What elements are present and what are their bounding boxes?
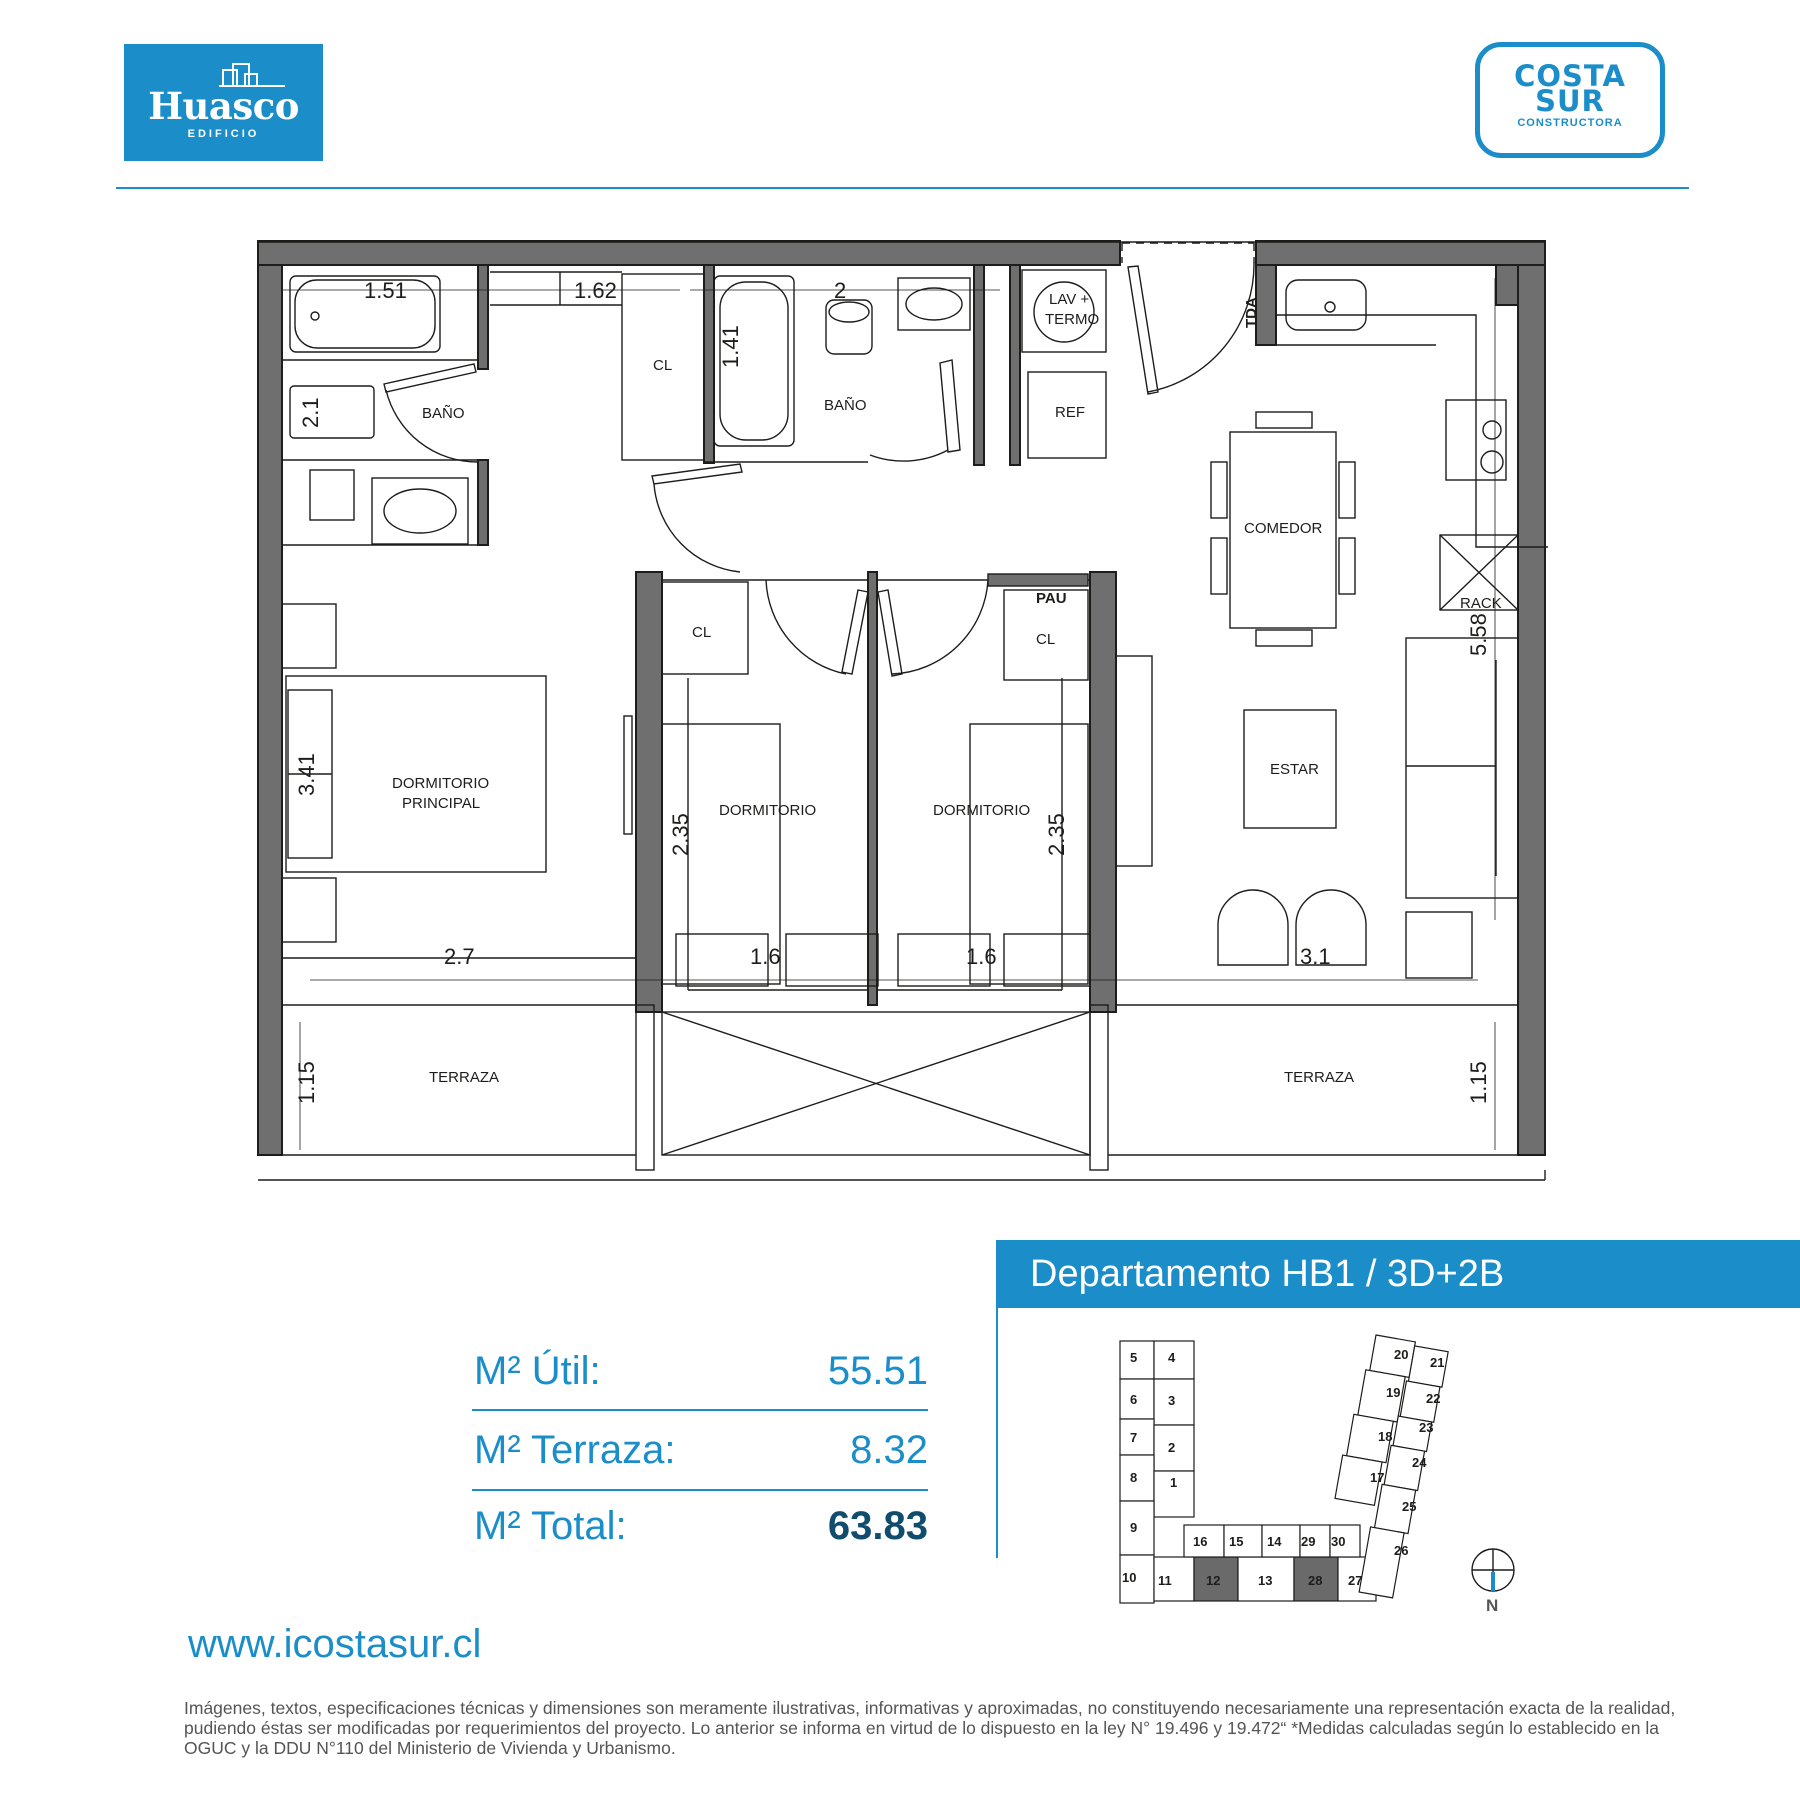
area-divider-1 bbox=[472, 1409, 928, 1411]
area-value-total: 63.83 bbox=[827, 1504, 928, 1548]
area-row-total bbox=[472, 1490, 928, 1568]
key-unit-9: 9 bbox=[1130, 1520, 1138, 1535]
key-unit-27: 27 bbox=[1348, 1573, 1363, 1588]
area-label-terraza: M² Terraza: bbox=[474, 1428, 676, 1472]
dim-1-6-b: 1.6 bbox=[966, 944, 997, 969]
website-link[interactable]: www.icostasur.cl bbox=[188, 1622, 482, 1666]
room-label-lav-line2: TERMO bbox=[1045, 311, 1100, 328]
key-unit-15: 15 bbox=[1229, 1534, 1244, 1549]
key-unit-10: 10 bbox=[1122, 1570, 1137, 1585]
dim-1-15-a: 1.15 bbox=[294, 1061, 319, 1104]
dim-1-62: 1.62 bbox=[574, 278, 617, 303]
unit-20 bbox=[1370, 1335, 1416, 1377]
room-label-cl3: CL bbox=[1036, 631, 1056, 648]
key-unit-21: 21 bbox=[1430, 1355, 1445, 1370]
key-unit-13: 13 bbox=[1258, 1573, 1273, 1588]
key-unit-6: 6 bbox=[1130, 1392, 1138, 1407]
costa-sur-logo-line2: SUR bbox=[1535, 84, 1605, 118]
key-unit-8: 8 bbox=[1130, 1470, 1138, 1485]
huasco-logo-name: Huasco bbox=[148, 84, 299, 128]
area-value-util: 55.51 bbox=[827, 1349, 928, 1393]
key-unit-18: 18 bbox=[1378, 1429, 1393, 1444]
room-label-estar: ESTAR bbox=[1270, 761, 1319, 778]
key-unit-19: 19 bbox=[1386, 1385, 1401, 1400]
dim-2-35-a: 2.35 bbox=[668, 813, 693, 856]
room-label-bano1: BAÑO bbox=[422, 405, 465, 422]
key-unit-23: 23 bbox=[1419, 1420, 1434, 1435]
dim-3-41: 3.41 bbox=[294, 753, 319, 796]
plan-lines bbox=[258, 242, 1548, 1180]
key-unit-20: 20 bbox=[1394, 1347, 1409, 1362]
area-label-total: M² Total: bbox=[474, 1504, 627, 1548]
area-row-terraza bbox=[472, 1414, 928, 1492]
room-label-bano2: BAÑO bbox=[824, 397, 867, 414]
key-unit-11: 11 bbox=[1158, 1573, 1172, 1588]
dim-2-1: 2.1 bbox=[298, 397, 323, 428]
room-label-terraza-1: TERRAZA bbox=[429, 1069, 500, 1086]
room-label-dormitorio-3: DORMITORIO bbox=[933, 802, 1031, 819]
costa-sur-logo-line3: CONSTRUCTORA bbox=[1517, 117, 1623, 129]
key-unit-16: 16 bbox=[1193, 1534, 1208, 1549]
key-plan bbox=[1100, 1325, 1520, 1615]
room-label-ref: REF bbox=[1055, 404, 1085, 421]
key-unit-17: 17 bbox=[1370, 1470, 1385, 1485]
unit-26 bbox=[1359, 1527, 1404, 1598]
room-label-dormitorio-principal-line1: DORMITORIO bbox=[392, 775, 490, 792]
key-unit-30: 30 bbox=[1331, 1534, 1346, 1549]
dim-1-51: 1.51 bbox=[364, 278, 407, 303]
costa-sur-logo-line1: COSTA bbox=[1514, 59, 1626, 93]
room-label-comedor: COMEDOR bbox=[1244, 520, 1323, 537]
key-unit-26: 26 bbox=[1394, 1543, 1409, 1558]
room-labels bbox=[392, 291, 1502, 1086]
room-label-lav-line1: LAV + bbox=[1049, 291, 1090, 308]
key-unit-29: 29 bbox=[1301, 1534, 1316, 1549]
area-value-terraza: 8.32 bbox=[850, 1428, 928, 1472]
room-label-tda: TDA bbox=[1243, 297, 1260, 328]
dim-5-58: 5.58 bbox=[1466, 613, 1491, 656]
key-unit-25: 25 bbox=[1402, 1499, 1417, 1514]
room-label-pau: PAU bbox=[1036, 590, 1067, 607]
key-unit-4: 4 bbox=[1168, 1350, 1176, 1365]
key-unit-3: 3 bbox=[1168, 1393, 1176, 1408]
room-label-terraza-2: TERRAZA bbox=[1284, 1069, 1355, 1086]
key-unit-1: 1 bbox=[1170, 1475, 1178, 1490]
key-unit-2: 2 bbox=[1168, 1440, 1176, 1455]
room-label-cl1: CL bbox=[653, 357, 673, 374]
key-unit-14: 14 bbox=[1267, 1534, 1282, 1549]
key-unit-24: 24 bbox=[1412, 1455, 1427, 1470]
key-unit-22: 22 bbox=[1426, 1391, 1441, 1406]
north-arrow-icon bbox=[1472, 1549, 1514, 1591]
unit-title: Departamento HB1 / 3D+2B bbox=[996, 1240, 1800, 1308]
unit-title-divider bbox=[996, 1308, 998, 1558]
north-label: N bbox=[1486, 1596, 1499, 1615]
area-label-util: M² Útil: bbox=[474, 1349, 601, 1393]
room-label-rack: RACK bbox=[1460, 595, 1502, 612]
key-unit-5: 5 bbox=[1130, 1350, 1138, 1365]
key-unit-7: 7 bbox=[1130, 1430, 1138, 1445]
key-unit-12: 12 bbox=[1206, 1573, 1221, 1588]
dim-2: 2 bbox=[834, 278, 847, 303]
room-label-cl2: CL bbox=[692, 624, 712, 641]
dim-2-7: 2.7 bbox=[444, 944, 475, 969]
key-unit-28: 28 bbox=[1308, 1573, 1323, 1588]
dim-2-35-b: 2.35 bbox=[1044, 813, 1069, 856]
dim-3-1: 3.1 bbox=[1300, 944, 1331, 969]
area-row-util bbox=[472, 1335, 928, 1413]
room-label-dormitorio-2: DORMITORIO bbox=[719, 802, 817, 819]
huasco-logo-sub: EDIFICIO bbox=[187, 128, 260, 140]
dim-1-41: 1.41 bbox=[718, 325, 743, 368]
dim-1-15-b: 1.15 bbox=[1466, 1061, 1491, 1104]
legal-disclaimer: Imágenes, textos, especificaciones técnicas y dimensiones son meramente ilustrativas, informativas y aproximadas, no constituyendo necesariamente una representación exacta de la realidad, pudiendo éstas ser modificadas por requerimientos del proyecto. Lo anterior se informa en virtud de lo dispuesto en la ley N° 19.496 y 19.472“ *Medidas calculadas según lo establecido en la OGUC y la DDU N°110 del Ministerio de Vivienda y Urbanismo. bbox=[184, 1698, 1676, 1758]
dim-1-6-a: 1.6 bbox=[750, 944, 781, 969]
room-label-dormitorio-principal-line2: PRINCIPAL bbox=[402, 795, 481, 812]
